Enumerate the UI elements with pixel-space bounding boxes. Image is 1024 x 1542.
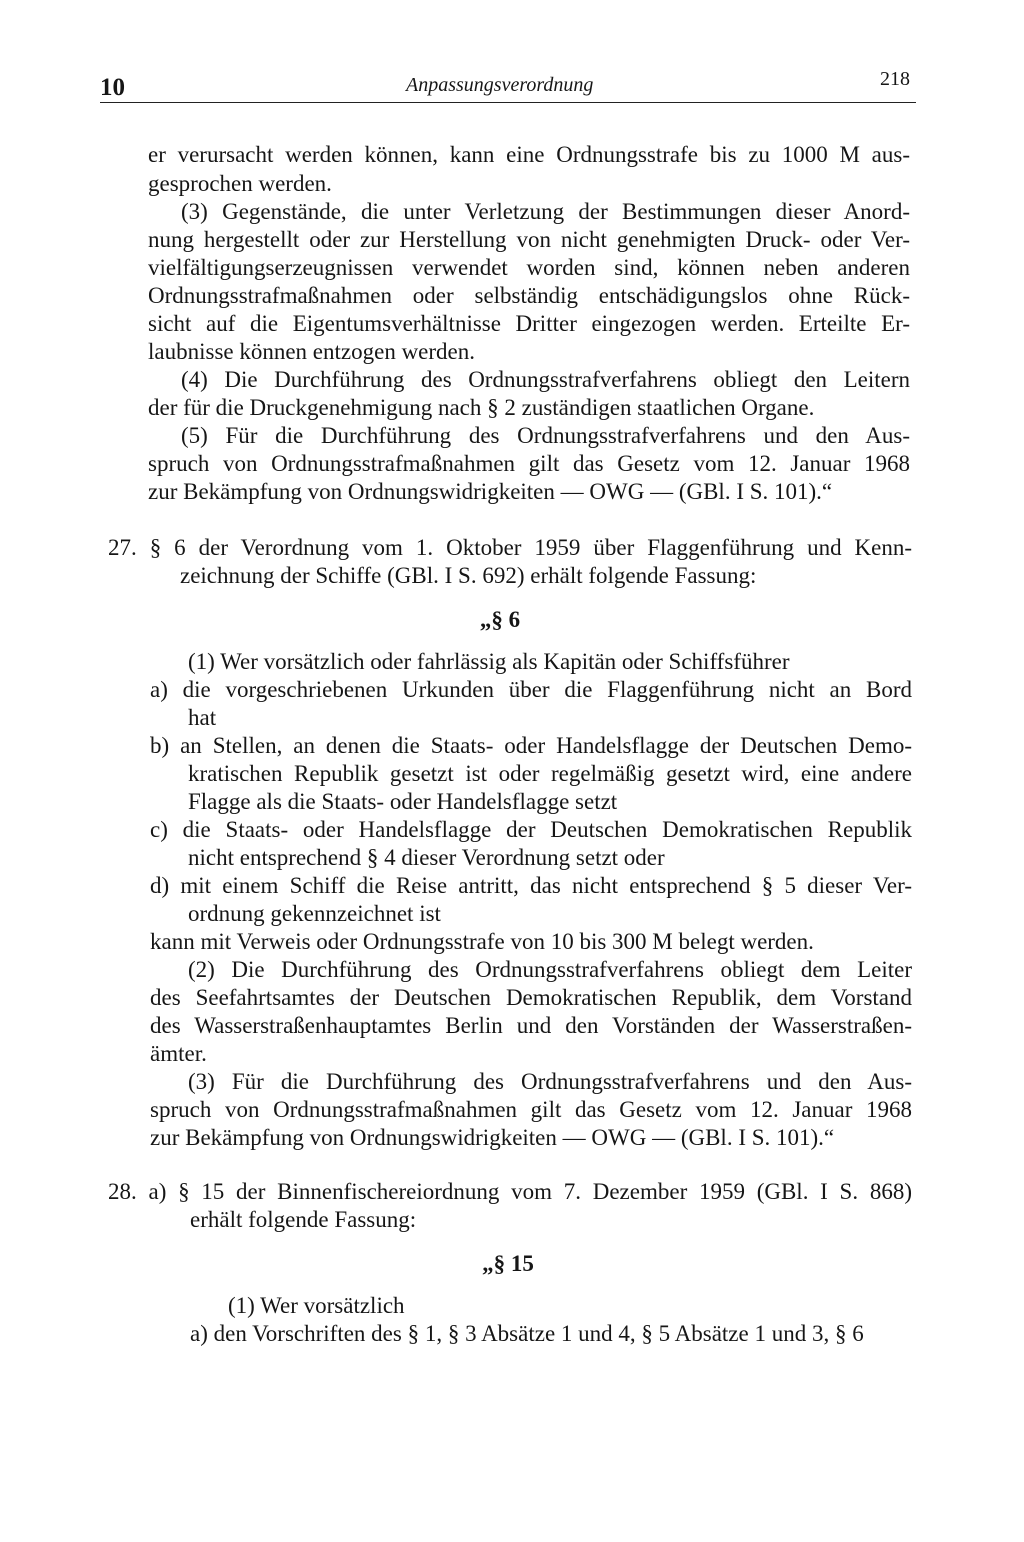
text-line: (3) Für die Durchführung des Ordnungsstrafverfahrens und den Aus- (188, 1069, 912, 1094)
text-line: des Wasserstraßenhauptamtes Berlin und den Vorständen der Wasserstraßen- (150, 1013, 912, 1038)
text-line: Flagge als die Staats- oder Handelsflagge setzt (188, 789, 618, 814)
text-line: (4) Die Durchführung des Ordnungsstrafverfahrens obliegt den Leitern (181, 367, 910, 392)
text-line: c) die Staats- oder Handelsflagge der Deutschen Demokratischen Republik (150, 817, 912, 842)
text-line: (1) Wer vorsätzlich oder fahrlässig als Kapitän oder Schiffsführer (188, 649, 790, 674)
text-line: sicht auf die Eigentumsverhältnisse Dritter eingezogen werden. Erteilte Er- (148, 311, 910, 336)
text-line: 27. § 6 der Verordnung vom 1. Oktober 1959 über Flaggenführung und Kenn- (108, 535, 912, 560)
page-header (100, 66, 916, 106)
page-number: 218 (880, 68, 910, 90)
text-line: er verursacht werden können, kann eine Ordnungsstrafe bis zu 1000 M aus- (148, 142, 910, 167)
text-line: kratischen Republik gesetzt ist oder regelmäßig gesetzt wird, eine andere (188, 761, 912, 786)
text-line: erhält folgende Fassung: (190, 1207, 417, 1232)
text-line: vielfältigungserzeugnissen verwendet worden sind, können neben anderen (148, 255, 910, 280)
text-line: 28. a) § 15 der Binnenfischereiordnung vom 7. Dezember 1959 (GBl. I S. 868) (108, 1179, 912, 1204)
text-line: des Seefahrtsamtes der Deutschen Demokratischen Republik, dem Vorstand (150, 985, 912, 1010)
text-line: nicht entsprechend § 4 dieser Verordnung setzt oder (188, 845, 665, 870)
text-line: zeichnung der Schiffe (GBl. I S. 692) erhält folgende Fassung: (180, 563, 757, 588)
text-line: laubnisse können entzogen werden. (148, 339, 476, 364)
text-line: kann mit Verweis oder Ordnungsstrafe von 10 bis 300 M belegt werden. (150, 929, 814, 954)
text-line: spruch von Ordnungsstrafmaßnahmen gilt das Gesetz vom 12. Januar 1968 (150, 1097, 912, 1122)
text-line: ordnung gekennzeichnet ist (188, 901, 441, 926)
text-line: Ordnungsstrafmaßnahmen oder selbständig entschädigungslos ohne Rück- (148, 283, 910, 308)
text-line: gesprochen werden. (148, 171, 332, 196)
text-line: zur Bekämpfung von Ordnungswidrigkeiten — OWG — (GBl. I S. 101).“ (150, 1125, 835, 1150)
text-line: b) an Stellen, an denen die Staats- oder Handelsflagge der Deutschen Demo- (150, 733, 912, 758)
header-rule (100, 102, 916, 103)
section-number: 10 (100, 74, 125, 101)
text-line: hat (188, 705, 217, 730)
text-line: spruch von Ordnungsstrafmaßnahmen gilt das Gesetz vom 12. Januar 1968 (148, 451, 910, 476)
text-line: (2) Die Durchführung des Ordnungsstrafverfahrens obliegt dem Leiter (188, 957, 912, 982)
running-title: Anpassungsverordnung (406, 74, 594, 96)
paragraph-heading: „§ 15 (482, 1251, 534, 1276)
text-line: a) den Vorschriften des § 1, § 3 Absätze 1 und 4, § 5 Absätze 1 und 3, § 6 (190, 1321, 864, 1346)
text-line: (5) Für die Durchführung des Ordnungsstrafverfahrens und den Aus- (181, 423, 910, 448)
paragraph-heading: „§ 6 (479, 607, 521, 632)
text-line: (3) Gegenstände, die unter Verletzung der Bestimmungen dieser Anord- (181, 199, 910, 224)
text-line: a) die vorgeschriebenen Urkunden über die Flaggenführung nicht an Bord (150, 677, 912, 702)
text-line: (1) Wer vorsätzlich (228, 1293, 405, 1318)
text-line: der für die Druckgenehmigung nach § 2 zuständigen staatlichen Organe. (148, 395, 815, 420)
text-line: d) mit einem Schiff die Reise antritt, das nicht entsprechend § 5 dieser Ver- (150, 873, 912, 898)
text-line: nung hergestellt oder zur Herstellung von nicht genehmigten Druck- oder Ver- (148, 227, 910, 252)
text-line: ämter. (150, 1041, 207, 1066)
text-line: zur Bekämpfung von Ordnungswidrigkeiten — OWG — (GBl. I S. 101).“ (148, 479, 833, 504)
